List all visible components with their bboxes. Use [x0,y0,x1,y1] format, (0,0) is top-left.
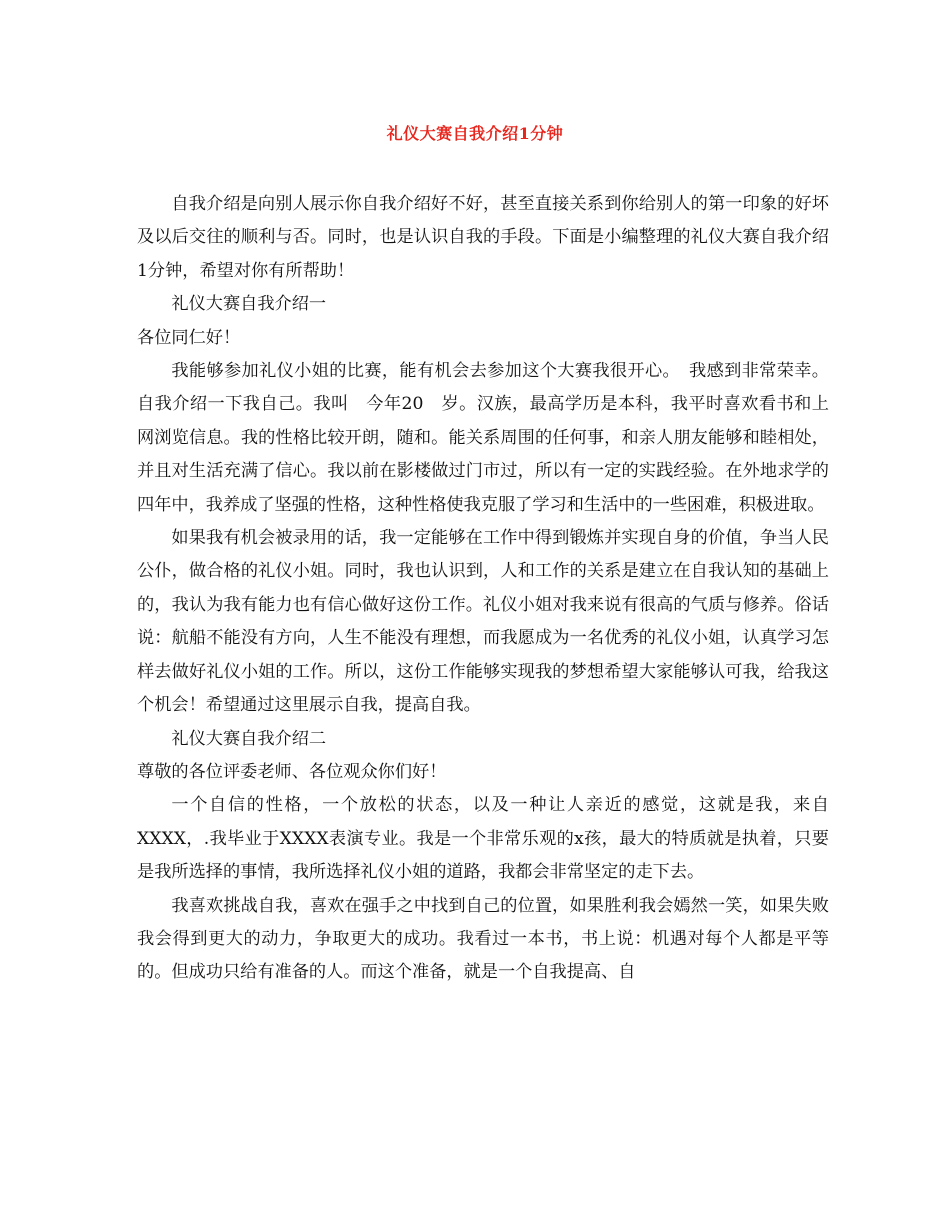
paragraph: 我能够参加礼仪小姐的比赛，能有机会去参加这个大赛我很开心。 我感到非常荣幸。自我介绍一下我自己。我叫 今年20 岁。汉族，最高学历是本科，我平时喜欢看书和上网浏览信息。我的性格比较开朗，随和。能关系周围的任何事，和亲人朋友能够和睦相处，并且对生活充满了信心。我以前在影楼做过门市过，所以有一定的实践经验。在外地求学的四年中，我养成了坚强的性格，这种性格使我克服了学习和生活中的一些困难，积极进取。 [137,361,829,515]
greeting-two: 尊敬的各位评委老师、各位观众你们好！ [137,761,447,782]
document-body [137,188,829,990]
document-title: 礼仪大赛自我介绍1分钟 [386,124,564,143]
paragraph-intro: 自我介绍是向别人展示你自我介绍好不好，甚至直接关系到你给别人的第一印象的好坏及以后交往的顺利与否。同时，也是认识自我的手段。下面是小编整理的礼仪大赛自我介绍1分钟，希望对你有所帮助！ [137,194,829,281]
paragraph: 如果我有机会被录用的话，我一定能够在工作中得到锻炼并实现自身的价值，争当人民公仆，做合格的礼仪小姐。同时，我也认识到，人和工作的关系是建立在自我认知的基础上的，我认为我有能力也有信心做好这份工作。礼仪小姐对我来说有很高的气质与修养。俗话说：航船不能没有方向，人生不能没有理想，而我愿成为一名优秀的礼仪小姐，认真学习怎样去做好礼仪小姐的工作。所以，这份工作能够实现我的梦想希望大家能够认可我，给我这个机会！希望通过这里展示自我，提高自我。 [137,528,829,716]
paragraph: 一个自信的性格，一个放松的状态，以及一种让人亲近的感觉，这就是我，来自XXXX，.我毕业于XXXX表演专业。我是一个非常乐观的x孩，最大的特质就是执着，只要是我所选择的事情，我所选择礼仪小姐的道路，我都会非常坚定的走下去。 [137,795,829,883]
section-heading-two: 礼仪大赛自我介绍二 [171,728,327,749]
section-heading-one: 礼仪大赛自我介绍一 [171,294,327,315]
greeting-one: 各位同仁好！ [137,327,241,348]
paragraph: 我喜欢挑战自我，喜欢在强手之中找到自己的位置，如果胜利我会嫣然一笑，如果失败我会得到更大的动力，争取更大的成功。我看过一本书，书上说：机遇对每个人都是平等的。但成功只给有准备的人。而这个准备，就是一个自我提高、自 [137,895,829,983]
